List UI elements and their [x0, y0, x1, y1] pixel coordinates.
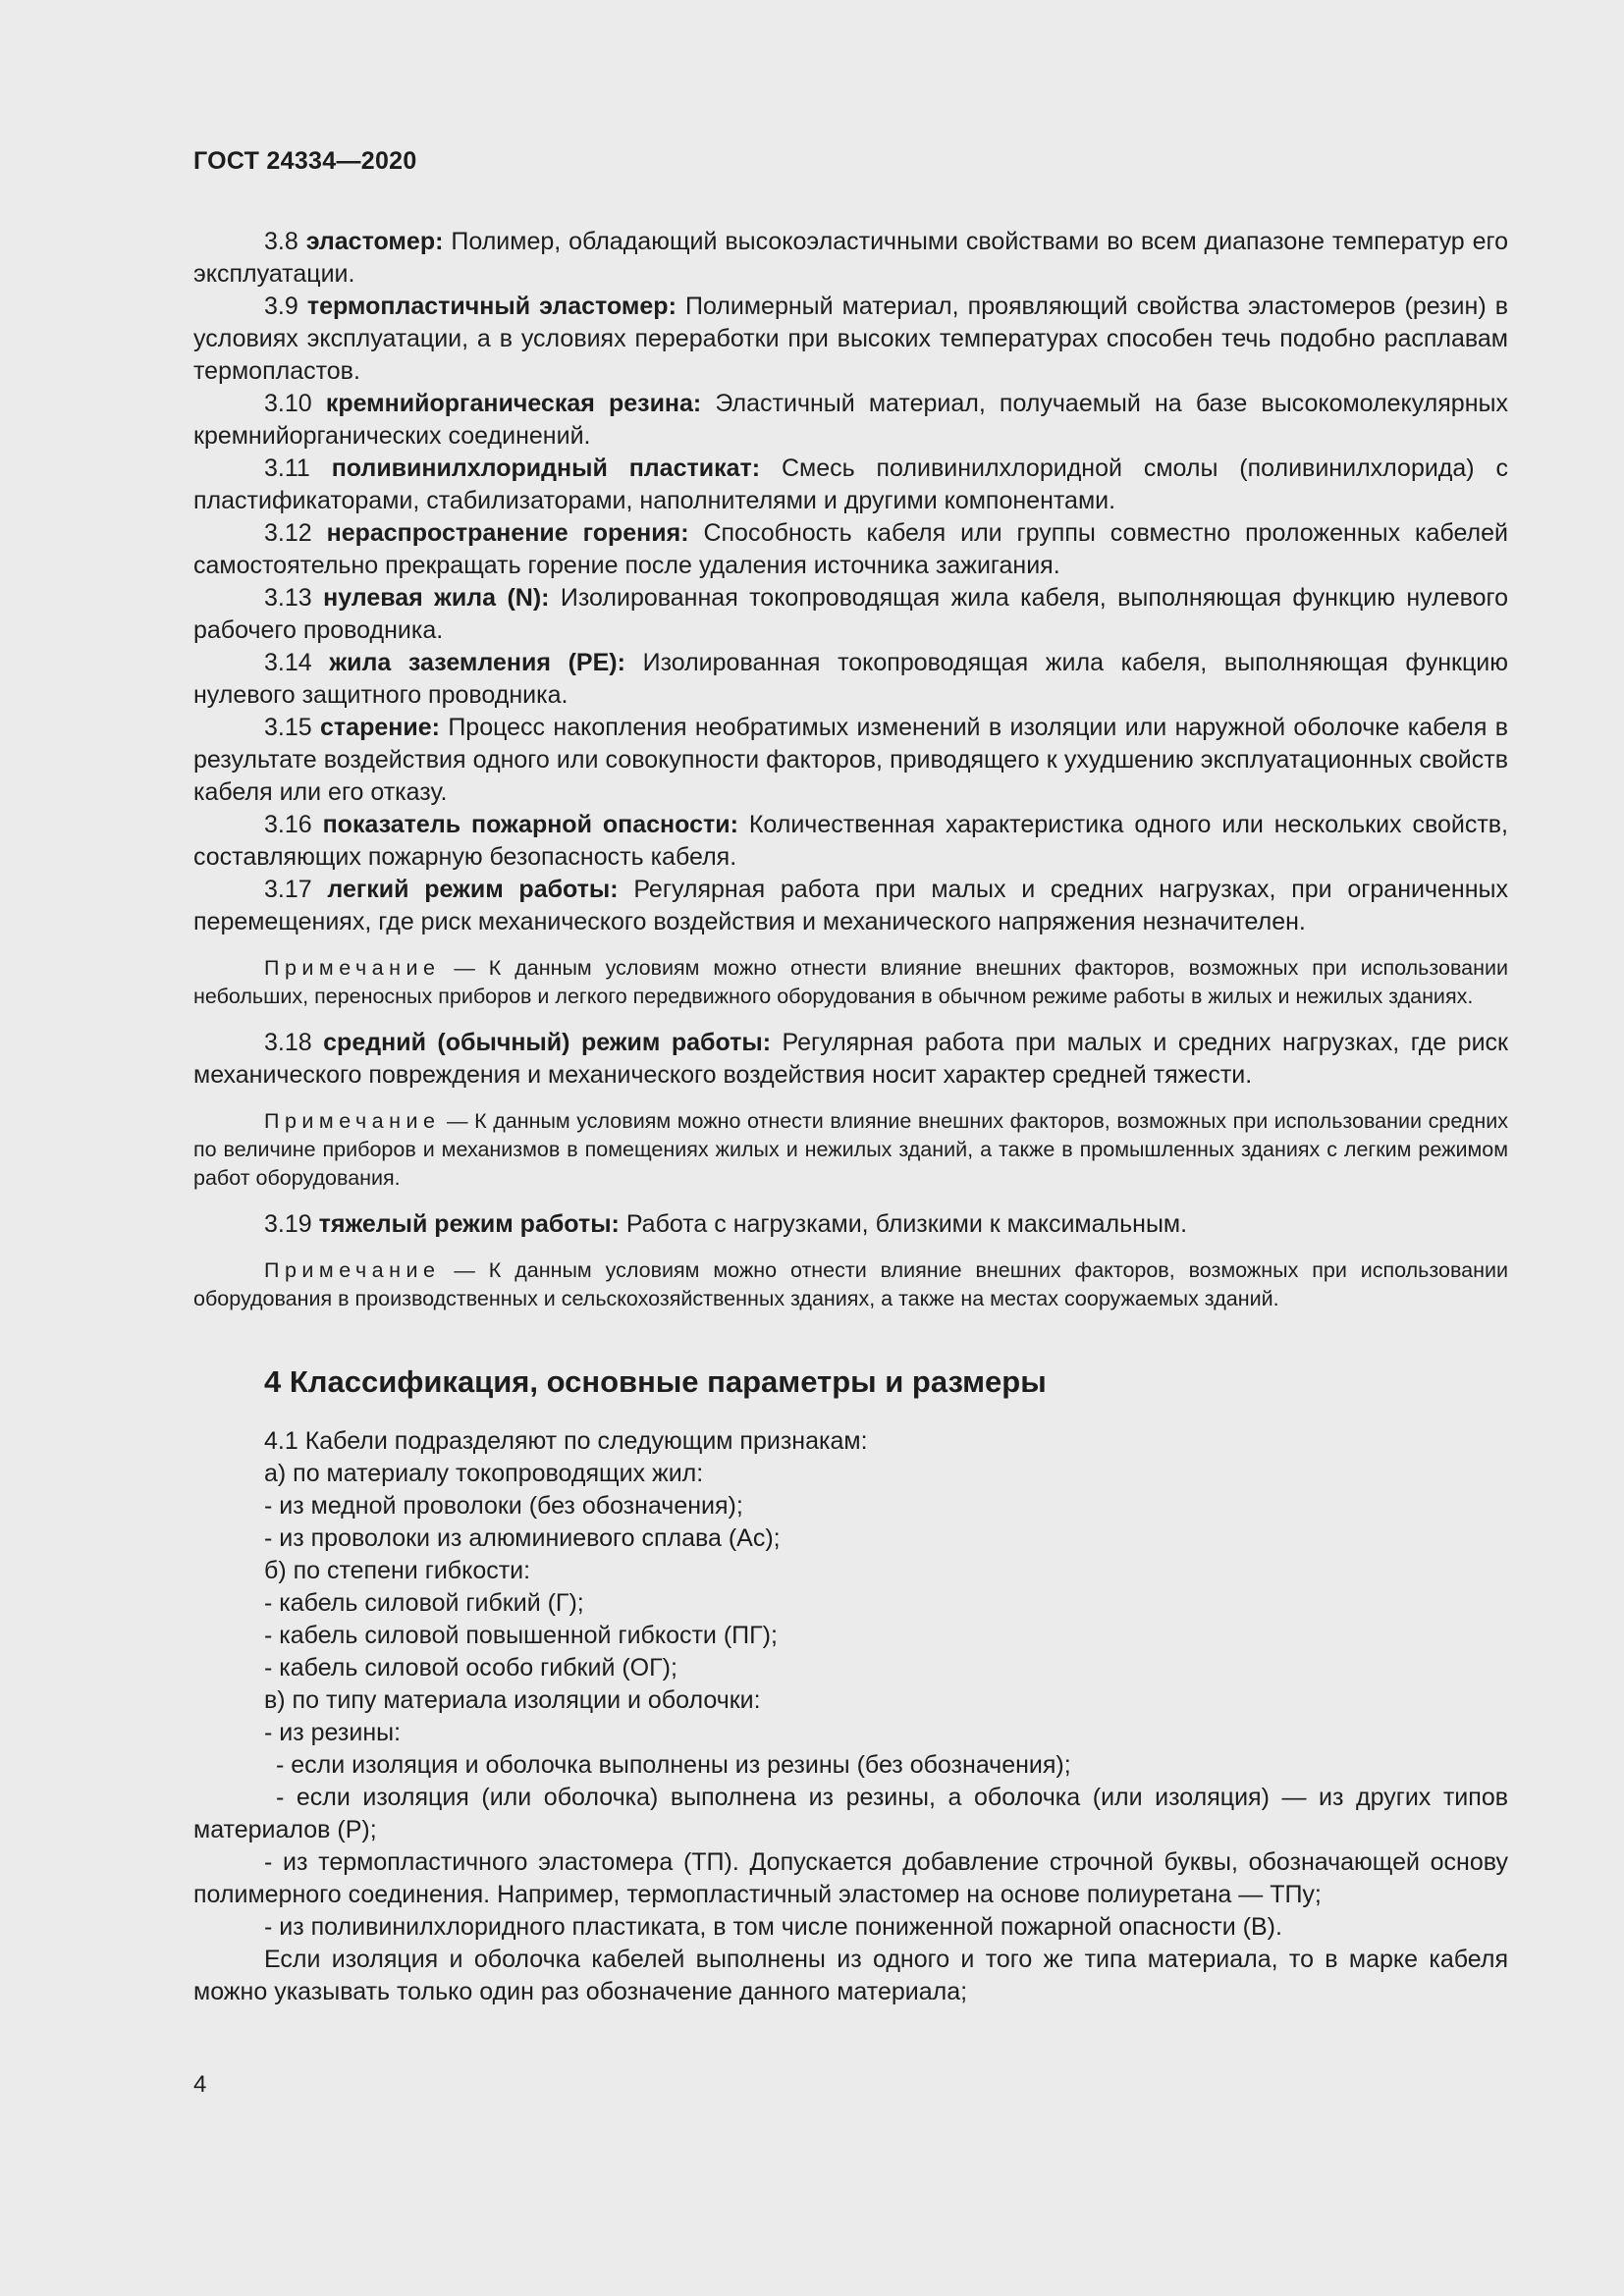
term-definition: Смесь поливинилхлоридной смолы (поливинилхлорида) с пластификаторами, стабилизаторами, наполнителями и другими компонентами.	[193, 454, 1508, 514]
term-number: 3.9	[264, 293, 298, 320]
document-code-header: ГОСТ 24334—2020	[193, 147, 417, 175]
term-name: кремнийорганическая резина:	[325, 390, 702, 417]
term-definition: Регулярная работа при малых и средних нагрузках, где риск механического повреждения и механического воздействия носит характер средней тяжести.	[193, 1029, 1508, 1089]
term-number: 3.15	[264, 714, 312, 741]
term-definition: Полимер, обладающий высокоэластичными свойствами во всем диапазоне температур его эксплуатации.	[193, 228, 1509, 288]
term-definition: Способность кабеля или группы совместно проложенных кабелей самостоятельно прекращать горение после удаления источника зажигания.	[193, 519, 1508, 579]
term-name: жила заземления (PE):	[329, 649, 625, 676]
term-3-8	[193, 226, 1508, 291]
term-number: 3.19	[264, 1210, 312, 1238]
list-line: - кабель силовой повышенной гибкости (ПГ);	[264, 1622, 778, 1649]
term-definition: Изолированная токопроводящая жила кабеля, выполняющая функцию нулевого рабочего проводника.	[193, 584, 1508, 644]
list-line: в) по типу материала изоляции и оболочки:	[264, 1686, 761, 1714]
list-line: - кабель силовой гибкий (Г);	[264, 1589, 584, 1617]
list-line: а) по материалу токопроводящих жил:	[264, 1460, 704, 1487]
term-number: 3.17	[264, 876, 312, 903]
term-3-18	[193, 1027, 1508, 1092]
note-label: Примечание	[264, 1109, 441, 1133]
term-name: средний (обычный) режим работы:	[323, 1029, 772, 1056]
term-number: 3.18	[264, 1029, 312, 1056]
list-line: б) по степени гибкости:	[264, 1557, 531, 1584]
list-item-tpe: - из термопластичного эластомера (ТП). Допускается добавление строчной буквы, обозначающей основу полимерного соединения. Например, термопластичный эластомер на основе полиуретана — ТПу;	[193, 1848, 1508, 1908]
term-definition: Количественная характеристика одного или нескольких свойств, составляющих пожарную безопасность кабеля.	[193, 811, 1509, 871]
term-name: нераспространение горения:	[326, 519, 689, 547]
term-number: 3.14	[264, 649, 312, 676]
term-3-15	[193, 712, 1508, 809]
term-3-11	[193, 453, 1508, 517]
closing-paragraph: Если изоляция и оболочка кабелей выполнены из одного и того же типа материала, то в марке кабеля можно указывать только один раз обозначение данного материала;	[193, 1946, 1508, 2005]
section-4-title: 4 Классификация, основные параметры и размеры	[264, 1364, 1047, 1399]
term-number: 3.10	[264, 390, 312, 417]
list-item-pvc: - из поливинилхлоридного пластиката, в том числе пониженной пожарной опасности (В).	[264, 1913, 1282, 1941]
term-definition: Эластичный материал, получаемый на базе высокомолекулярных кремнийорганических соединений.	[193, 390, 1508, 450]
note-1	[193, 954, 1508, 1011]
term-3-9	[193, 291, 1508, 388]
term-3-13	[193, 582, 1508, 647]
term-3-12	[193, 517, 1508, 582]
list-subline-wrapped: - если изоляция (или оболочка) выполнена из резины, а оболочка (или изоляция) — из других типов материалов (Р);	[193, 1784, 1508, 1843]
term-definition: Изолированная токопроводящая жила кабеля, выполняющая функцию нулевого защитного проводника.	[193, 649, 1508, 709]
term-number: 3.16	[264, 811, 312, 838]
term-3-16	[193, 809, 1508, 874]
term-3-19	[193, 1208, 1508, 1241]
note-label: Примечание	[264, 956, 441, 980]
page-content	[193, 226, 1508, 2008]
term-name: тяжелый режим работы:	[318, 1210, 620, 1238]
list-line: - из проволоки из алюминиевого сплава (Ас);	[264, 1524, 781, 1552]
list-line: - из медной проволоки (без обозначения);	[264, 1492, 743, 1520]
term-definition: Работа с нагрузками, близкими к максимальным.	[625, 1210, 1188, 1238]
term-3-17	[193, 874, 1508, 938]
term-3-10	[193, 388, 1508, 453]
page-number: 4	[193, 2071, 207, 2098]
list-line: - кабель силовой особо гибкий (ОГ);	[264, 1654, 677, 1682]
term-definition: Регулярная работа при малых и средних нагрузках, при ограниченных перемещениях, где риск механического воздействия и механического напряжения незначителен.	[193, 876, 1508, 935]
term-name: старение:	[320, 714, 440, 741]
note-3	[193, 1256, 1508, 1313]
term-name: легкий режим работы:	[327, 876, 619, 903]
term-definition: Полимерный материал, проявляющий свойства эластомеров (резин) в условиях эксплуатации, а в условиях переработки при высоких температурах способен течь подобно расплавам термопластов.	[193, 293, 1508, 385]
note-label: Примечание	[264, 1258, 441, 1282]
term-name: термопластичный эластомер:	[306, 293, 677, 320]
note-text: — К данным условиям можно отнести влияние внешних факторов, возможных при использовании оборудования в производственных и сельскохозяйственных зданиях, а также на местах сооружаемых зданий.	[193, 1258, 1508, 1310]
note-text: — К данным условиям можно отнести влияние внешних факторов, возможных при использовании небольших, переносных приборов и легкого передвижного оборудования в обычном режиме работы в жилых и нежилых зданиях.	[193, 956, 1508, 1008]
term-number: 3.12	[264, 519, 312, 547]
note-2	[193, 1107, 1508, 1193]
term-3-14	[193, 647, 1508, 712]
note-text: — К данным условиям можно отнести влияние внешних факторов, возможных при использовании средних по величине приборов и механизмов в помещениях жилых и нежилых зданий, а также в промышленных зданиях с легким режимом работ оборудования.	[193, 1109, 1508, 1190]
term-name: поливинилхлоридный пластикат:	[331, 454, 761, 482]
list-line: 4.1 Кабели подразделяют по следующим признакам:	[264, 1427, 868, 1455]
term-name: показатель пожарной опасности:	[322, 811, 738, 838]
list-line: - из резины:	[264, 1719, 402, 1746]
term-definition: Процесс накопления необратимых изменений в изоляции или наружной оболочке кабеля в результате воздействия одного или совокупности факторов, приводящего к ухудшению эксплуатационных свойств кабеля или его отказу.	[193, 714, 1508, 806]
term-number: 3.13	[264, 584, 312, 612]
term-name: эластомер:	[305, 228, 444, 255]
term-number: 3.11	[264, 454, 310, 482]
term-name: нулевая жила (N):	[323, 584, 550, 612]
list-subline: - если изоляция и оболочка выполнены из резины (без обозначения);	[276, 1751, 1071, 1779]
term-number: 3.8	[264, 228, 298, 255]
